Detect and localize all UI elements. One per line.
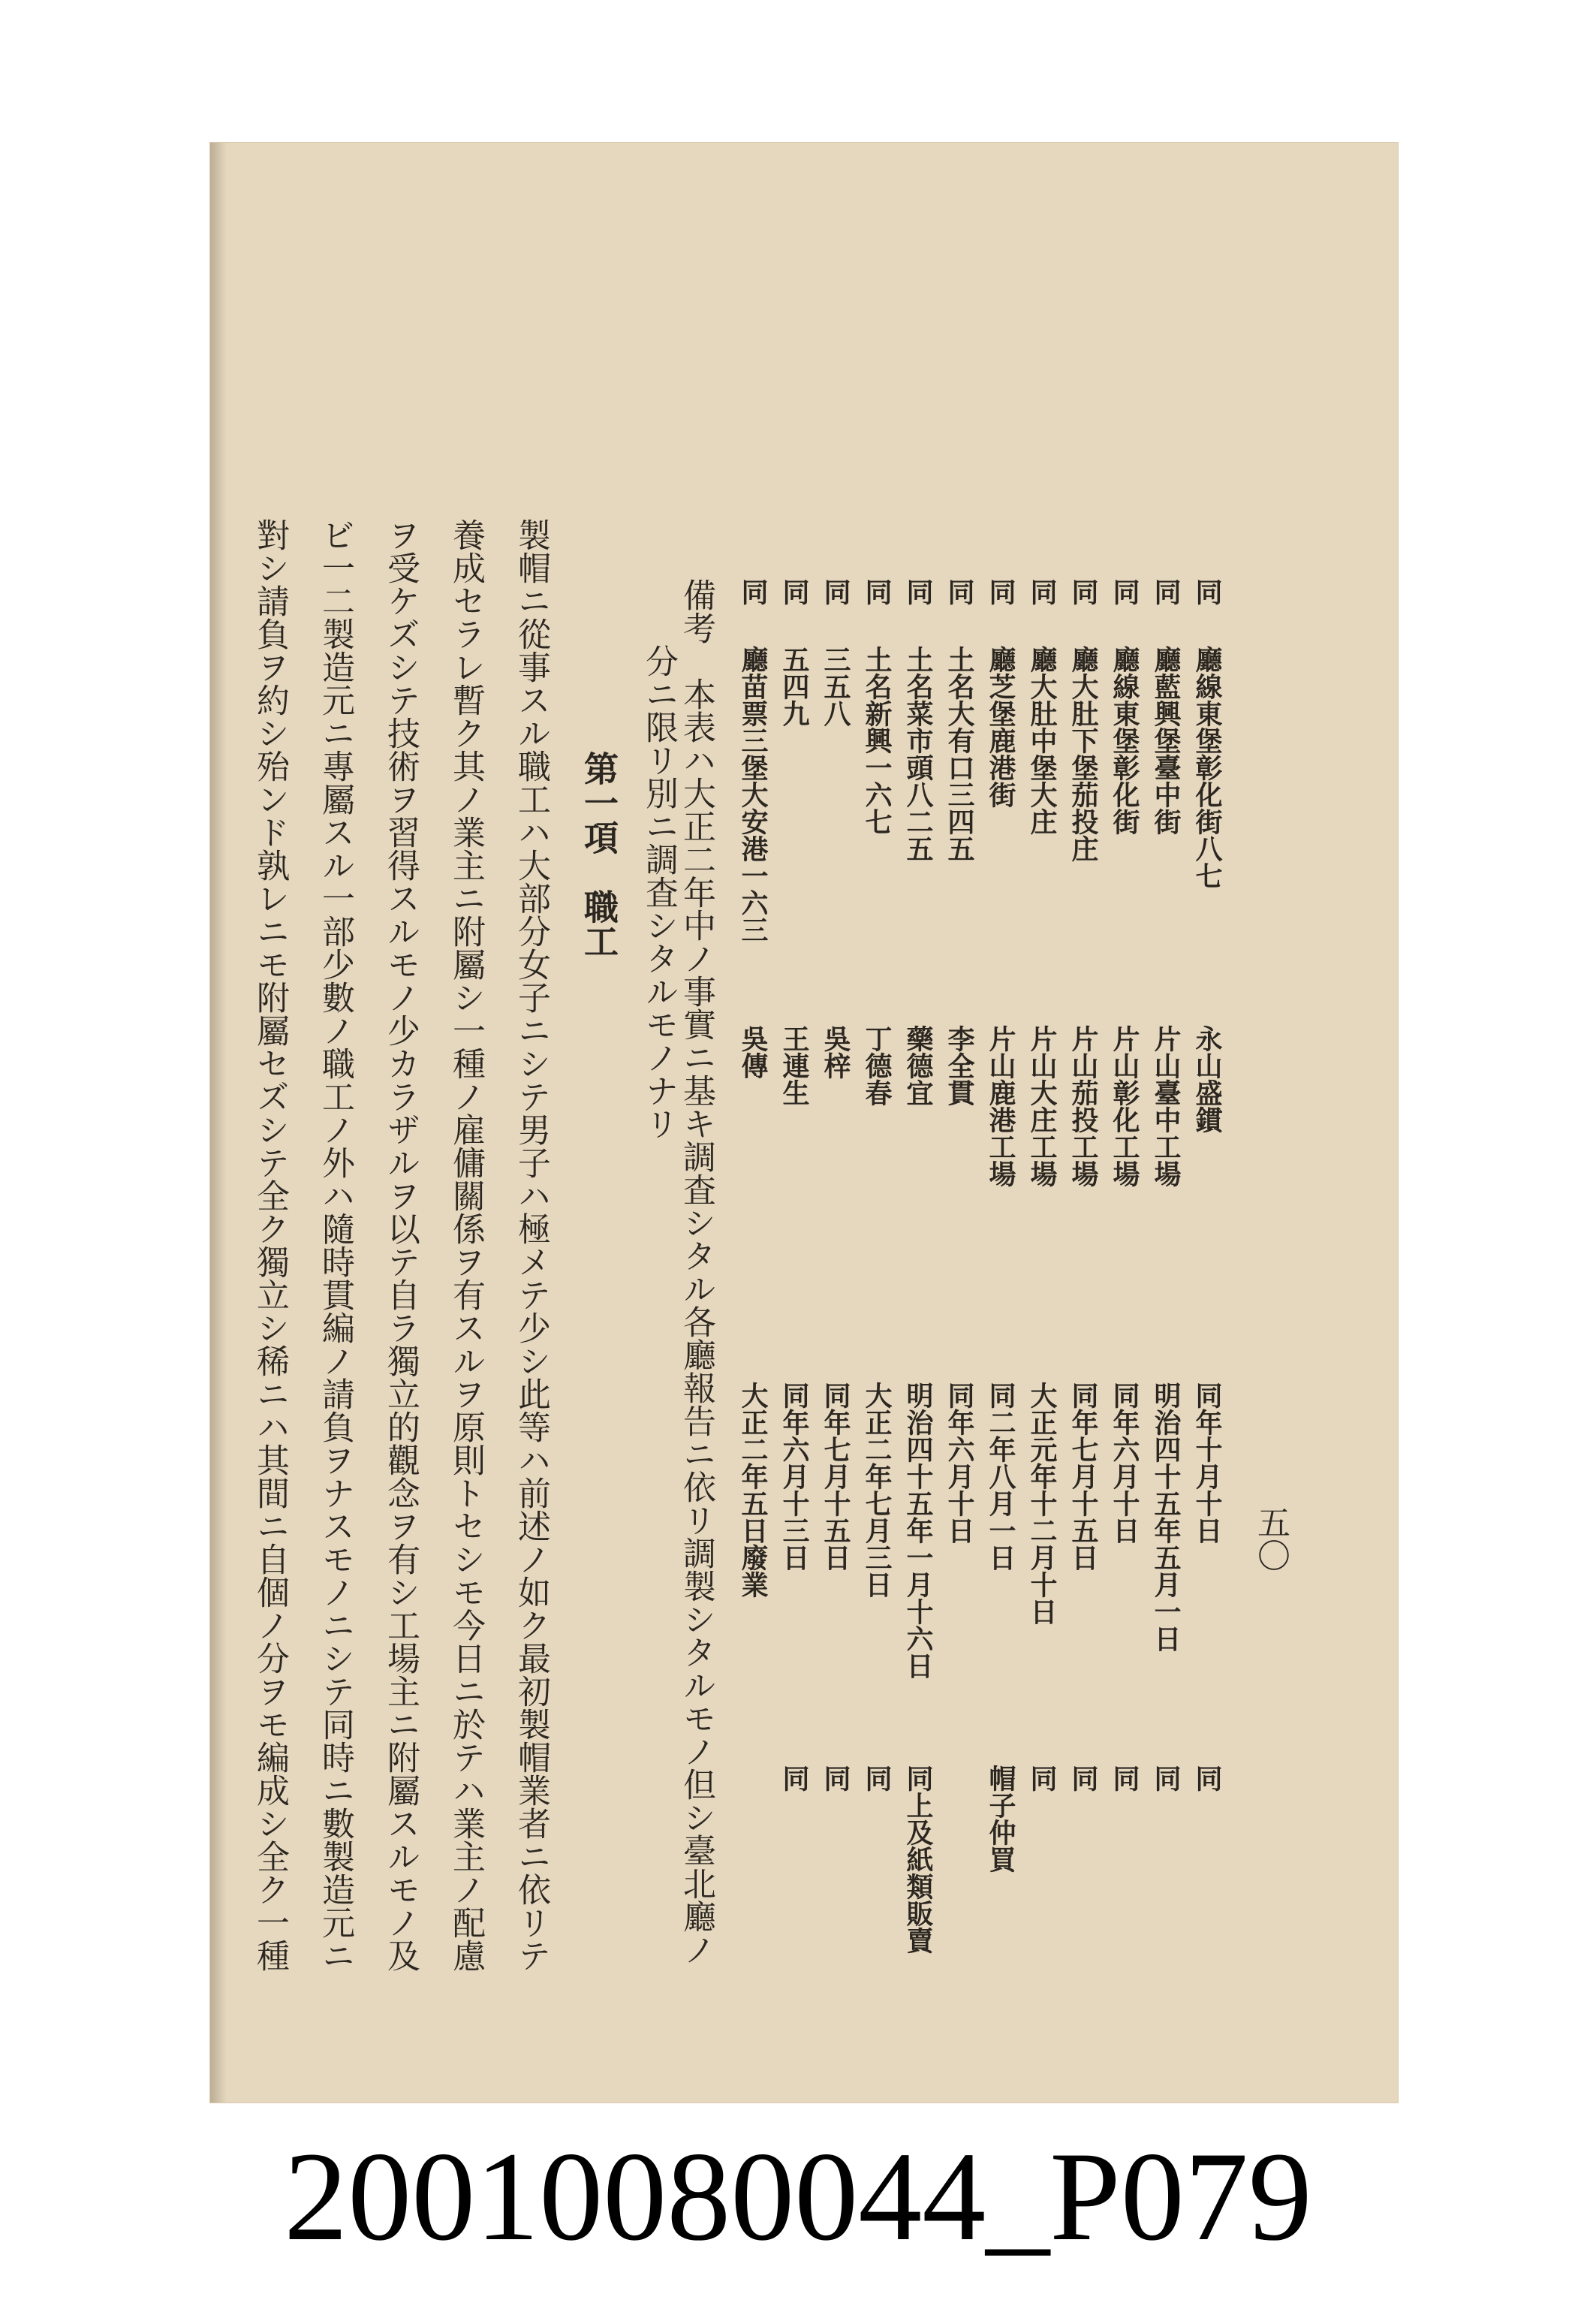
section-heading: 第一項 職工 bbox=[579, 751, 619, 958]
body-line-1: 製帽ニ從事スル職工ハ大部分女子ニシテ男子ハ極メテ少シ此等ハ前述ノ如ク最初製帽業者ニ依リテ bbox=[512, 518, 550, 1972]
body-line-3: ヲ受ケズシテ技術ヲ習得スルモノ少カラザルヲ以テ自ラ獨立的觀念ヲ有シ工場主ニ附屬スルモノ及 bbox=[381, 518, 420, 1972]
table-cell-col4: 同二年八月一日 bbox=[985, 1382, 1016, 1571]
table-cell-col2: 廳大肚下堡茄投庄 bbox=[1068, 646, 1099, 862]
table-cell-col1: 同 bbox=[1068, 578, 1099, 605]
table-cell-col5: 同 bbox=[861, 1765, 893, 1792]
table-cell-col5: 同 bbox=[1150, 1765, 1182, 1792]
table-cell-col4: 同年七月十五日 bbox=[820, 1382, 851, 1571]
table-cell-col1: 同 bbox=[1150, 578, 1182, 605]
table-cell-col1: 同 bbox=[737, 578, 769, 605]
table-cell-col5: 同 bbox=[1109, 1765, 1140, 1792]
table-cell-col1: 同 bbox=[1191, 578, 1223, 605]
table-cell-col4: 同年六月十三日 bbox=[778, 1382, 810, 1571]
table-cell-col3: 片山彰化工場 bbox=[1109, 1025, 1140, 1187]
body-line-2: 養成セラレ暫ク其ノ業主ニ附屬シ一種ノ雇傭關係ヲ有スルヲ原則トセシモ今日ニ於テハ業主ノ配慮 bbox=[447, 518, 485, 1972]
table-cell-col2: 廳苗票三堡大安港一六三 bbox=[737, 646, 769, 943]
table-cell-col1: 同 bbox=[778, 578, 810, 605]
table-cell-col2: 土名菜市頭八二五 bbox=[902, 646, 934, 862]
table-cell-col4: 大正二年五日廢業 bbox=[737, 1382, 769, 1598]
table-cell-col2: 土名大有口三四五 bbox=[944, 646, 975, 862]
table-cell-col4: 明治四十五年五月一日 bbox=[1150, 1382, 1182, 1652]
table-cell-col3: 片山臺中工場 bbox=[1150, 1025, 1182, 1187]
table-cell-col3: 藥德宜 bbox=[902, 1025, 934, 1106]
table-cell-col1: 同 bbox=[985, 578, 1016, 605]
table-cell-col3: 吳梓 bbox=[820, 1025, 851, 1079]
table-cell-col2: 廳線東堡彰化街 bbox=[1109, 646, 1140, 835]
table-cell-col5: 帽子仲買 bbox=[985, 1765, 1016, 1873]
table-cell-col4: 同年六月十日 bbox=[1109, 1382, 1140, 1544]
table-cell-col3: 吳傳 bbox=[737, 1025, 769, 1079]
table-cell-col2: 廳芝堡鹿港街 bbox=[985, 646, 1016, 808]
table-cell-col2: 三五八 bbox=[820, 646, 851, 727]
table-cell-col4: 大正二年七月三日 bbox=[861, 1382, 893, 1598]
table-cell-col1: 同 bbox=[861, 578, 893, 605]
table-cell-col1: 同 bbox=[902, 578, 934, 605]
table-cell-col3: 片山大庄工場 bbox=[1026, 1025, 1058, 1187]
table-cell-col5: 同 bbox=[1068, 1765, 1099, 1792]
remarks-line-1: 備考 本表ハ大正二年中ノ事實ニ基キ調査シタル各廳報告ニ依リ調製シタルモノ但シ臺北廳ノ bbox=[677, 578, 715, 1966]
table-cell-col4: 同年七月十五日 bbox=[1068, 1382, 1099, 1571]
table-cell-col5: 同上及紙類販賣 bbox=[902, 1765, 934, 1954]
remarks-line-2: 分ニ限リ別ニ調査シタルモノナリ bbox=[640, 578, 678, 1140]
page-number: 五〇 bbox=[1251, 1506, 1290, 1572]
table-cell-col1: 同 bbox=[1109, 578, 1140, 605]
table-cell-col4: 同年十月十日 bbox=[1191, 1382, 1223, 1544]
table-cell-col5: 同 bbox=[778, 1765, 810, 1792]
table-cell-col5: 同 bbox=[820, 1765, 851, 1792]
table-cell-col1: 同 bbox=[944, 578, 975, 605]
table-cell-col4: 大正元年十二月十日 bbox=[1026, 1382, 1058, 1625]
table-cell-col3: 李全貫 bbox=[944, 1025, 975, 1106]
table-cell-col2: 廳大肚中堡大庄 bbox=[1026, 646, 1058, 835]
table-cell-col3: 永山盛鏆 bbox=[1191, 1025, 1223, 1133]
table-cell-col5: 同 bbox=[1191, 1765, 1223, 1792]
table-cell-col1: 同 bbox=[1026, 578, 1058, 605]
table-cell-col3: 片山鹿港工場 bbox=[985, 1025, 1016, 1187]
body-line-5: 對シ請負ヲ約シ殆ンド孰レニモ附屬セズシテ全ク獨立シ稀ニハ其間ニ自個ノ分ヲモ編成シ全ク一種 bbox=[251, 518, 289, 1972]
body-line-4: ビ一二製造元ニ專屬スル一部少數ノ職工ノ外ハ隨時貫編ノ請負ヲナスモノニシテ同時ニ數製造元ニ bbox=[316, 518, 354, 1972]
table-cell-col4: 明治四十五年一月十六日 bbox=[902, 1382, 934, 1679]
table-cell-col3: 丁德春 bbox=[861, 1025, 893, 1106]
table-cell-col2: 五四九 bbox=[778, 646, 810, 727]
table-cell-col4: 同年六月十日 bbox=[944, 1382, 975, 1544]
table-cell-col3: 片山茄投工場 bbox=[1068, 1025, 1099, 1187]
table-cell-col2: 廳藍興堡臺中街 bbox=[1150, 646, 1182, 835]
table-cell-col2: 廳線東堡彰化街八七 bbox=[1191, 646, 1223, 889]
table-cell-col3: 王連生 bbox=[778, 1025, 810, 1106]
page-spine-shadow bbox=[210, 143, 227, 2103]
image-caption: 20010080044_P079 bbox=[284, 2126, 1312, 2267]
table-cell-col2: 土名新興一六七 bbox=[861, 646, 893, 835]
table-cell-col5: 同 bbox=[1026, 1765, 1058, 1792]
table-cell-col1: 同 bbox=[820, 578, 851, 605]
